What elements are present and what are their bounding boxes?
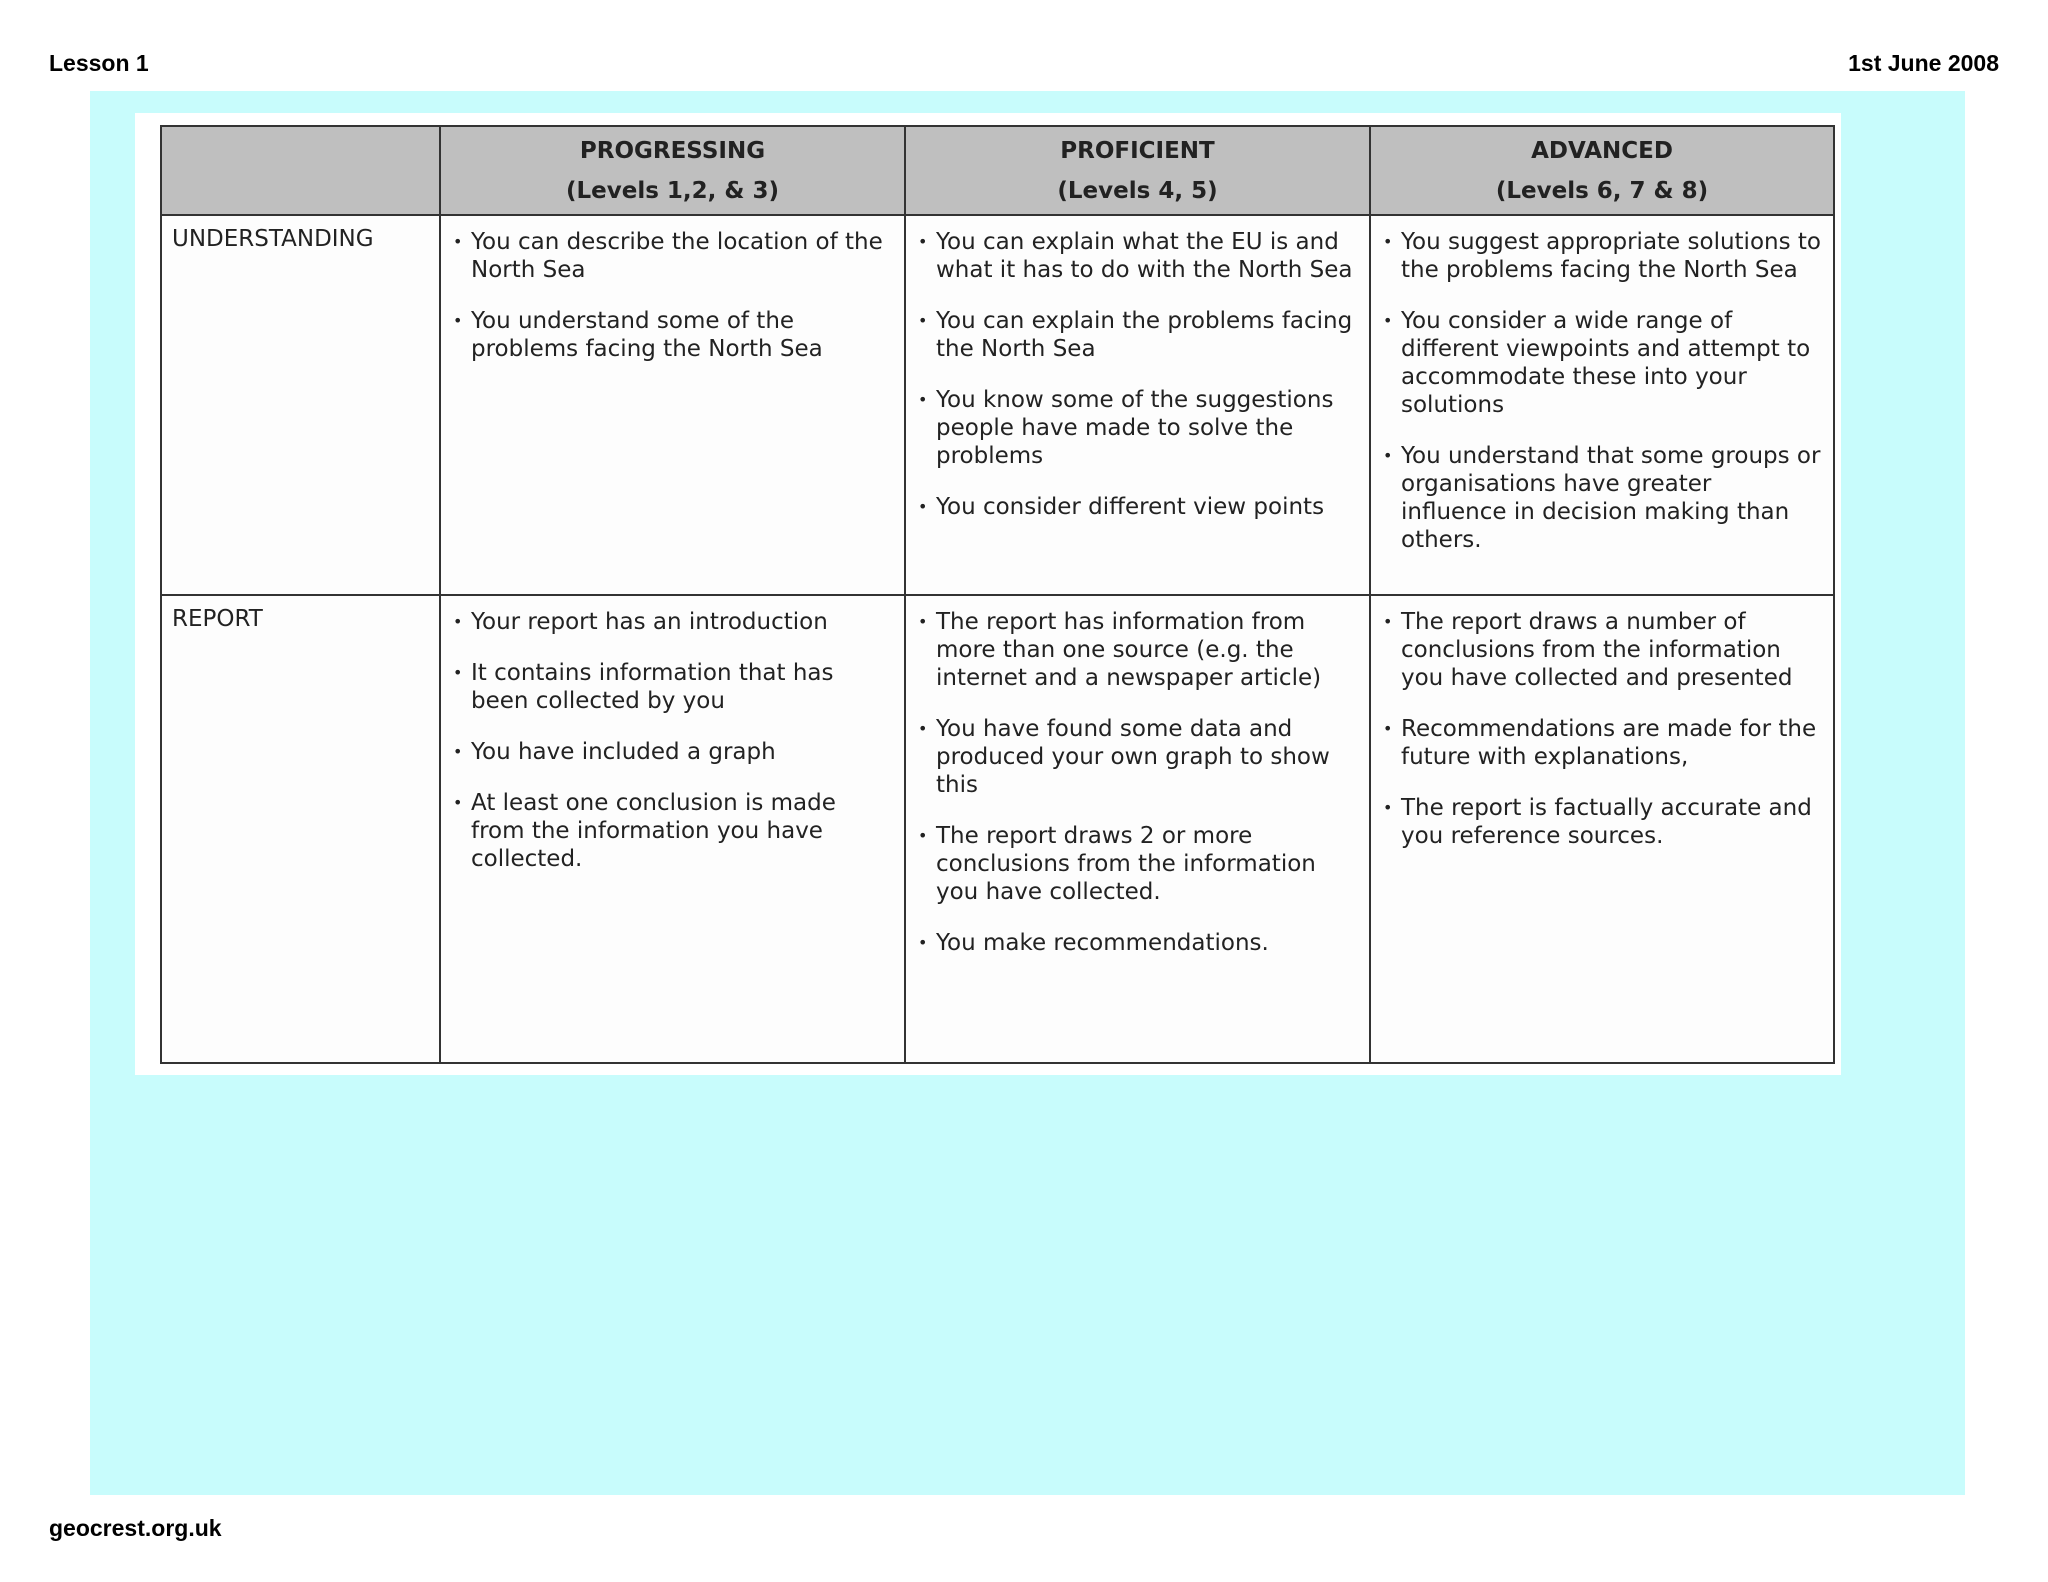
cell-report-advanced (1370, 595, 1834, 1063)
criteria-item: • You can explain the problems facing the North Sea (916, 307, 1359, 363)
criteria-item: • Your report has an introduction (451, 608, 894, 636)
criteria-item: • Recommendations are made for the future with explanations, (1381, 715, 1823, 771)
rubric-row-report (161, 595, 1834, 1063)
criteria-list (1381, 228, 1823, 554)
criteria-list (916, 228, 1359, 521)
criteria-list (451, 608, 894, 873)
criteria-item: • The report draws 2 or more conclusions from the information you have collected. (916, 822, 1359, 906)
criteria-item: • You make recommendations. (916, 929, 1359, 957)
rubric-row-understanding (161, 215, 1834, 595)
cell-understanding-proficient (905, 215, 1370, 595)
column-title: PROFICIENT (1060, 137, 1215, 164)
column-subtitle: (Levels 6, 7 & 8) (1495, 177, 1709, 204)
column-subtitle: (Levels 1,2, & 3) (565, 177, 779, 204)
criteria-list (916, 608, 1359, 957)
assessment-rubric-table (160, 125, 1835, 1064)
date-label: 1st June 2008 (1848, 50, 1999, 76)
column-header-advanced (1370, 126, 1834, 215)
criteria-item: • The report draws a number of conclusions from the information you have collected and presented (1381, 608, 1823, 692)
criteria-item: • You have found some data and produced your own graph to show this (916, 715, 1359, 799)
criteria-item: • You consider a wide range of different viewpoints and attempt to accommodate these into your solutions (1381, 307, 1823, 419)
criteria-item: • You have included a graph (451, 738, 894, 766)
cell-report-proficient (905, 595, 1370, 1063)
criteria-item: • You consider different view points (916, 493, 1359, 521)
cell-report-progressing (440, 595, 905, 1063)
criteria-item: • You understand some of the problems facing the North Sea (451, 307, 894, 363)
row-label: REPORT (161, 595, 440, 1063)
column-header-proficient (905, 126, 1370, 215)
row-label: UNDERSTANDING (161, 215, 440, 595)
cell-understanding-progressing (440, 215, 905, 595)
criteria-item: • At least one conclusion is made from the information you have collected. (451, 789, 894, 873)
footer-site: geocrest.org.uk (49, 1515, 222, 1541)
criteria-item: • The report is factually accurate and you reference sources. (1381, 794, 1823, 850)
criteria-item: • You can describe the location of the North Sea (451, 228, 894, 284)
criteria-item: • It contains information that has been collected by you (451, 659, 894, 715)
column-subtitle: (Levels 4, 5) (1057, 177, 1218, 204)
criteria-item: • You suggest appropriate solutions to the problems facing the North Sea (1381, 228, 1823, 284)
criteria-item: • You know some of the suggestions people have made to solve the problems (916, 386, 1359, 470)
rubric-header-row (161, 126, 1834, 215)
column-title: ADVANCED (1531, 137, 1673, 164)
lesson-label: Lesson 1 (49, 50, 149, 76)
column-header-progressing (440, 126, 905, 215)
criteria-list (1381, 608, 1823, 850)
criteria-item: • You understand that some groups or organisations have greater influence in decision making than others. (1381, 442, 1823, 554)
criteria-item: • You can explain what the EU is and what it has to do with the North Sea (916, 228, 1359, 284)
rubric-corner-cell (161, 126, 440, 215)
criteria-item: • The report has information from more than one source (e.g. the internet and a newspaper article) (916, 608, 1359, 692)
criteria-list (451, 228, 894, 363)
cell-understanding-advanced (1370, 215, 1834, 595)
column-title: PROGRESSING (579, 137, 766, 164)
